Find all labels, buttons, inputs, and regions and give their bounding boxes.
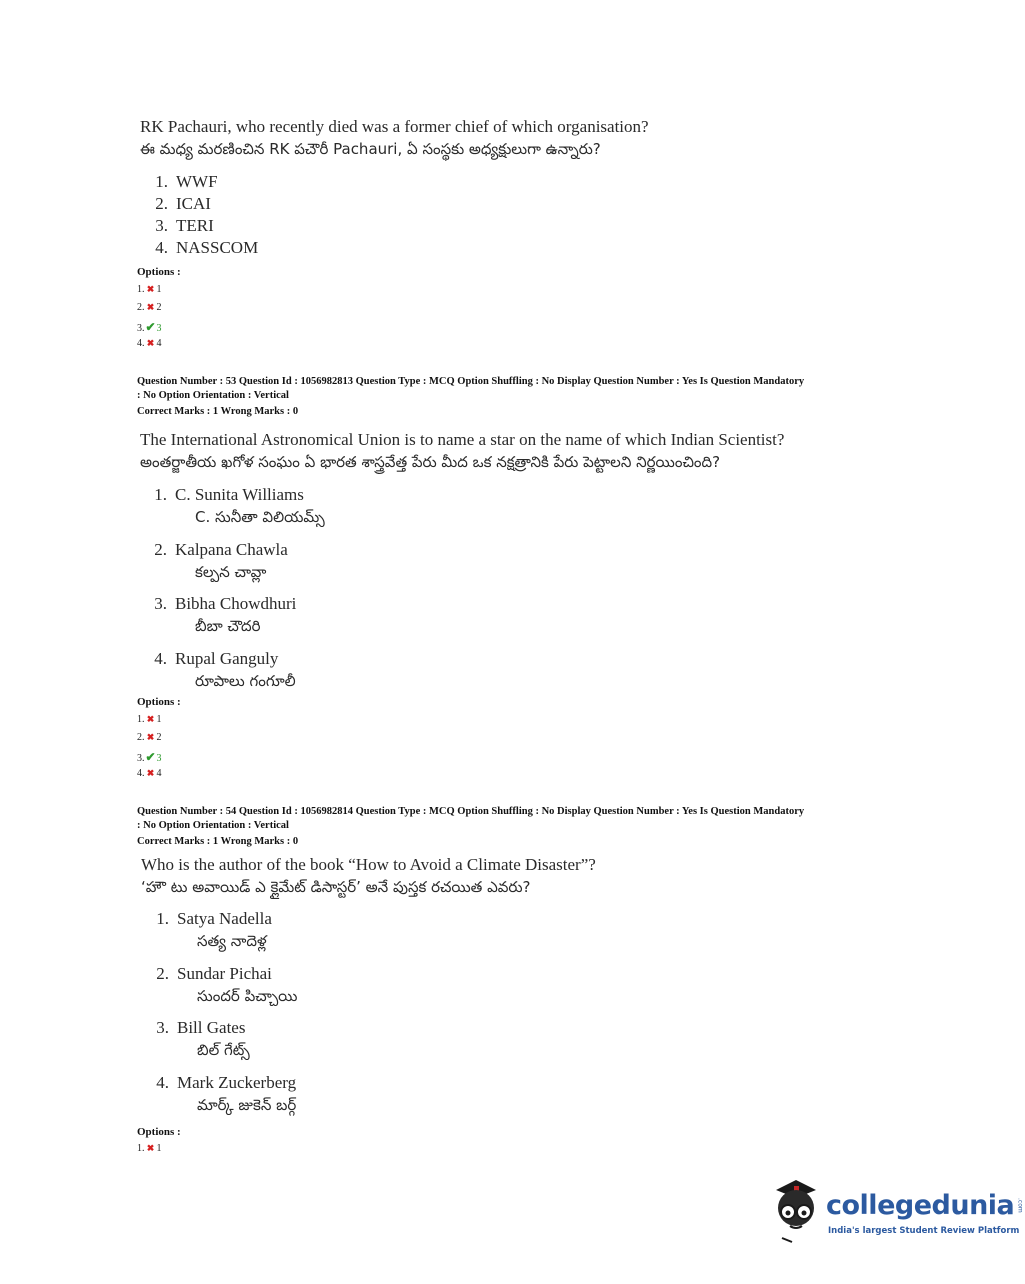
- q54-option-1: 1. ✖ 1: [137, 1143, 162, 1154]
- q53-choice-1: 1. C. Sunita Williams: [154, 485, 304, 504]
- collegedunia-logo[interactable]: collegedunia .com: [826, 1190, 1024, 1221]
- q52-choice-4: 4. NASSCOM: [155, 238, 259, 257]
- cross-icon: ✖: [146, 284, 155, 294]
- q54-choice-3: 3. Bill Gates: [156, 1018, 246, 1037]
- q54-choice-4: 4. Mark Zuckerberg: [156, 1073, 297, 1092]
- q53-option-4: 4. ✖ 4: [137, 768, 162, 779]
- q53-choice-2: 2. Kalpana Chawla: [154, 540, 288, 559]
- q54-question-te: ‘హౌ టు అవాయిడ్ ఎ క్లైమేట్ డిసాస్టర్’ అనే పుస్తక రచయిత ఎవరు?: [141, 878, 531, 896]
- check-icon: ✔: [145, 750, 156, 764]
- q54-meta-line1: Question Number : 54 Question Id : 1056982814 Question Type : MCQ Option Shuffling : No Display Question Number : Yes Is Question Mandatory: [137, 806, 805, 817]
- cross-icon: ✖: [146, 302, 155, 312]
- q54-marks: Correct Marks : 1 Wrong Marks : 0: [137, 836, 299, 847]
- q53-options-label: Options :: [137, 696, 181, 708]
- q53-meta-line1: Question Number : 53 Question Id : 1056982813 Question Type : MCQ Option Shuffling : No Display Question Number : Yes Is Question Mandatory: [137, 376, 805, 387]
- q52-option-1: 1. ✖ 1: [137, 284, 162, 295]
- q53-choice-3-te: బీబా చౌదరి: [195, 617, 261, 635]
- check-icon: ✔: [145, 320, 156, 334]
- q54-question-en: Who is the author of the book “How to Avoid a Climate Disaster”?: [141, 855, 596, 874]
- q53-choice-4-te: రూపాలు గంగూలీ: [195, 672, 296, 690]
- q53-marks: Correct Marks : 1 Wrong Marks : 0: [137, 406, 299, 417]
- q54-options-label: Options :: [137, 1126, 181, 1138]
- collegedunia-tagline: India's largest Student Review Platform: [828, 1226, 1020, 1236]
- q52-choice-1: 1. WWF: [155, 172, 218, 191]
- cross-icon: ✖: [146, 1143, 155, 1153]
- q54-choice-1-te: సత్య నాదెళ్ల: [197, 932, 267, 950]
- q53-option-3: 3.✔3: [137, 750, 162, 764]
- q53-option-2: 2. ✖ 2: [137, 732, 162, 743]
- q53-question-en: The International Astronomical Union is to name a star on the name of which Indian Scientist?: [140, 430, 785, 449]
- q52-option-4: 4. ✖ 4: [137, 338, 162, 349]
- q53-choice-2-te: కల్పన చావ్లా: [195, 563, 267, 581]
- q53-choice-4: 4. Rupal Ganguly: [154, 649, 279, 668]
- q54-meta-line2: : No Option Orientation : Vertical: [137, 820, 289, 831]
- q53-meta-line2: : No Option Orientation : Vertical: [137, 390, 289, 401]
- q54-choice-1: 1. Satya Nadella: [156, 909, 272, 928]
- q52-question-te: ఈ మధ్య మరణించిన RK పచౌరీ Pachauri, ఏ సంస్థకు అధ్యక్షులుగా ఉన్నారు?: [140, 140, 601, 158]
- q52-option-3: 3.✔3: [137, 320, 162, 334]
- q54-choice-4-te: మార్క్ జుకెన్ బర్గ్: [197, 1096, 297, 1114]
- q53-option-1: 1. ✖ 1: [137, 714, 162, 725]
- cross-icon: ✖: [146, 768, 155, 778]
- q54-choice-3-te: బిల్ గేట్స్: [197, 1041, 250, 1059]
- q53-question-te: అంతర్జాతీయ ఖగోళ సంఘం ఏ భారత శాస్త్రవేత్త పేరు మీద ఒక నక్షత్రానికి పేరు పెట్టాలని నిర్ణయించింది?: [140, 453, 721, 471]
- q52-options-label: Options :: [137, 266, 181, 278]
- q54-choice-2: 2. Sundar Pichai: [156, 964, 272, 983]
- cross-icon: ✖: [146, 732, 155, 742]
- q53-choice-3: 3. Bibha Chowdhuri: [154, 594, 297, 613]
- q52-choice-2: 2. ICAI: [155, 194, 211, 213]
- q54-choice-2-te: సుందర్ పిచ్చాయి: [197, 987, 298, 1005]
- q53-choice-1-te: C. సునీతా విలియమ్స్: [195, 508, 325, 526]
- collegedunia-mascot-icon: [766, 1176, 826, 1246]
- q52-choice-3: 3. TERI: [155, 216, 214, 235]
- q52-option-2: 2. ✖ 2: [137, 302, 162, 313]
- cross-icon: ✖: [146, 338, 155, 348]
- cross-icon: ✖: [146, 714, 155, 724]
- q52-question-en: RK Pachauri, who recently died was a former chief of which organisation?: [140, 117, 649, 136]
